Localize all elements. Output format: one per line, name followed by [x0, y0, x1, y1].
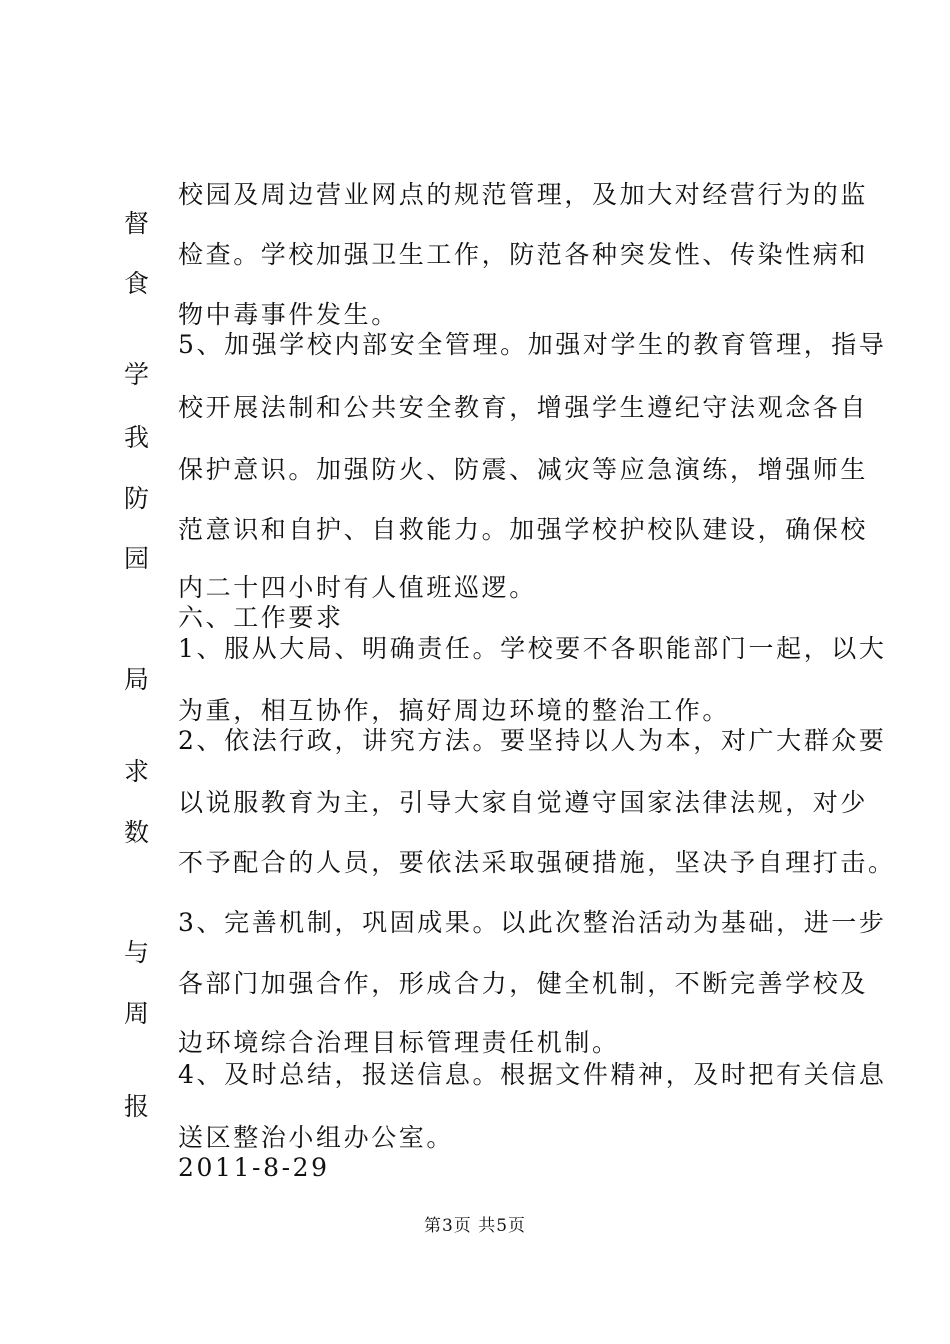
margin-char-2: 食 [124, 269, 150, 298]
margin-char-6: 园 [124, 544, 150, 573]
margin-char-4: 我 [124, 423, 150, 452]
margin-char-10: 与 [124, 938, 150, 967]
body-line-16: 边环境综合治理目标管理责任机制。 [178, 1028, 620, 1057]
margin-char-12: 报 [124, 1092, 150, 1121]
body-line-5: 校开展法制和公共安全教育，增强学生遵纪守法观念各自 [178, 393, 869, 422]
body-line-6: 保护意识。加强防火、防震、减灾等应急演练，增强师生 [178, 455, 869, 484]
body-line-2: 检查。学校加强卫生工作，防范各种突发性、传染性病和 [178, 240, 869, 269]
margin-char-7: 局 [124, 665, 150, 694]
body-line-10: 为重，相互协作，搞好周边环境的整治工作。 [178, 696, 731, 725]
margin-char-5: 防 [124, 484, 150, 513]
body-line-12: 以说服教育为主，引导大家自觉遵守国家法律法规，对少 [178, 788, 869, 817]
body-line-17: 4、及时总结，报送信息。根据文件精神，及时把有关信息 [178, 1060, 887, 1089]
body-line-4: 5、加强学校内部安全管理。加强对学生的教育管理，指导 [178, 330, 887, 359]
section-heading: 六、工作要求 [178, 603, 344, 632]
body-line-3: 物中毒事件发生。 [178, 300, 399, 329]
margin-char-9: 数 [124, 818, 150, 847]
page-number-footer: 第3页 共5页 [423, 1216, 527, 1236]
body-line-1: 校园及周边营业网点的规范管理，及加大对经营行为的监 [178, 180, 869, 209]
margin-char-8: 求 [124, 757, 150, 786]
margin-char-11: 周 [124, 999, 150, 1028]
body-line-11: 2、依法行政，讲究方法。要坚持以人为本，对广大群众要 [178, 726, 887, 755]
body-line-15: 各部门加强合作，形成合力，健全机制，不断完善学校及 [178, 969, 869, 998]
body-line-7: 范意识和自护、自救能力。加强学校护校队建设，确保校 [178, 515, 869, 544]
body-line-13: 不予配合的人员，要依法采取强硬措施，坚决予自理打击。 [178, 848, 896, 877]
body-line-9: 1、服从大局、明确责任。学校要不各职能部门一起，以大 [178, 634, 887, 663]
body-line-8: 内二十四小时有人值班巡逻。 [178, 573, 537, 602]
margin-char-1: 督 [124, 209, 150, 238]
document-date: 2011-8-29 [178, 1153, 330, 1182]
margin-char-3: 学 [124, 360, 150, 389]
body-line-14: 3、完善机制，巩固成果。以此次整治活动为基础，进一步 [178, 908, 887, 937]
body-line-18: 送区整治小组办公室。 [178, 1123, 455, 1152]
